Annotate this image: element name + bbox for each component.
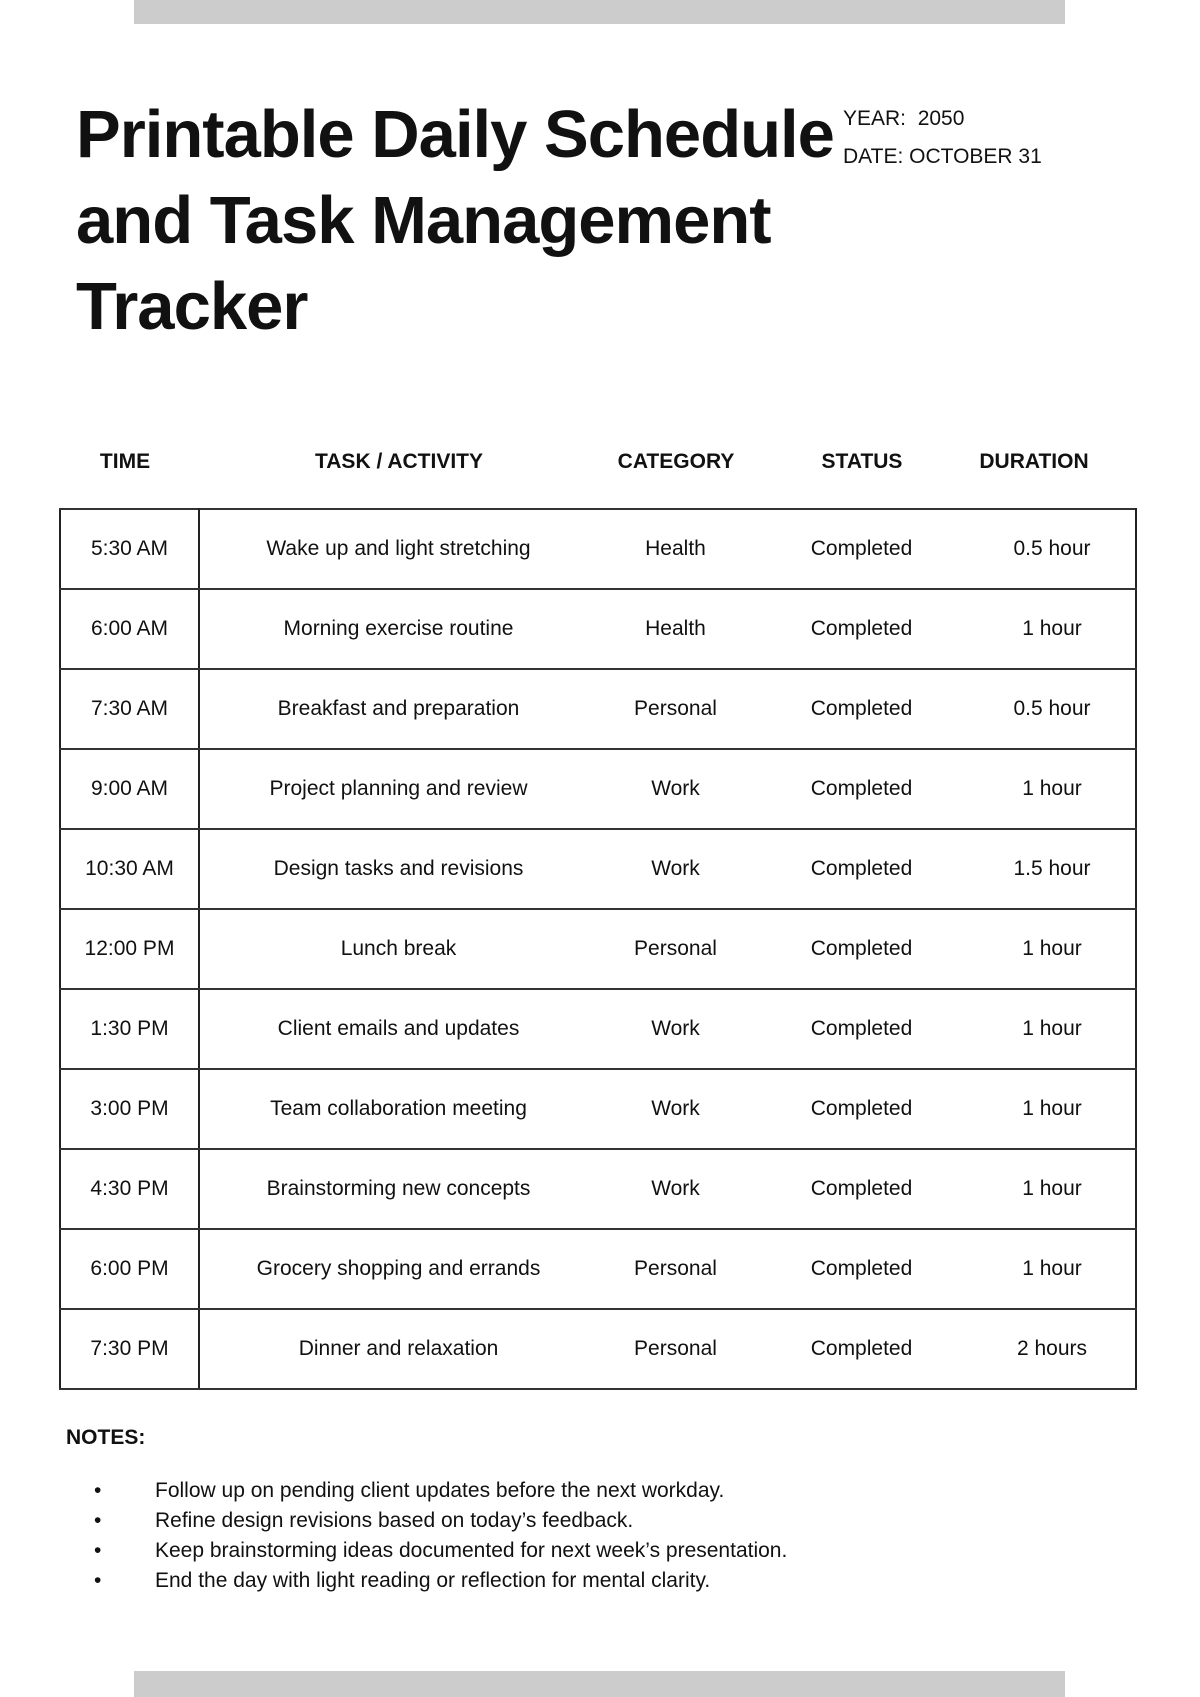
cell-category: Personal (597, 909, 754, 989)
cell-category: Personal (597, 1229, 754, 1309)
cell-time: 10:30 AM (60, 829, 199, 909)
top-decorative-bar (134, 0, 1065, 24)
cell-task: Grocery shopping and errands (199, 1229, 597, 1309)
cell-duration: 1 hour (969, 909, 1136, 989)
schedule-table (59, 508, 1137, 1390)
cell-category: Work (597, 1149, 754, 1229)
cell-duration: 1 hour (969, 749, 1136, 829)
table-row (60, 589, 1136, 669)
table-row (60, 989, 1136, 1069)
page-title: Printable Daily Schedule and Task Management Tracker (76, 97, 834, 344)
header-category: CATEGORY (617, 450, 735, 473)
cell-duration: 0.5 hour (969, 669, 1136, 749)
cell-time: 6:00 PM (60, 1229, 199, 1309)
cell-task: Project planning and review (199, 749, 597, 829)
cell-time: 7:30 PM (60, 1309, 199, 1389)
cell-status: Completed (754, 1069, 969, 1149)
cell-status: Completed (754, 509, 969, 589)
note-item: • End the day with light reading or reflection for mental clarity. (94, 1566, 787, 1596)
cell-duration: 1 hour (969, 1229, 1136, 1309)
cell-status: Completed (754, 829, 969, 909)
cell-status: Completed (754, 989, 969, 1069)
note-item: • Keep brainstorming ideas documented for next week’s presentation. (94, 1536, 787, 1566)
year-label: YEAR: 2050 (843, 107, 965, 130)
table-row (60, 829, 1136, 909)
cell-status: Completed (754, 1309, 969, 1389)
cell-task: Brainstorming new concepts (199, 1149, 597, 1229)
cell-duration: 1 hour (969, 1069, 1136, 1149)
cell-task: Breakfast and preparation (199, 669, 597, 749)
cell-task: Wake up and light stretching (199, 509, 597, 589)
meta-info (843, 100, 1042, 176)
table-row (60, 909, 1136, 989)
cell-duration: 2 hours (969, 1309, 1136, 1389)
cell-time: 4:30 PM (60, 1149, 199, 1229)
cell-category: Work (597, 749, 754, 829)
cell-time: 7:30 AM (60, 669, 199, 749)
table-row (60, 509, 1136, 589)
header-status: STATUS (821, 450, 903, 473)
cell-task: Dinner and relaxation (199, 1309, 597, 1389)
cell-time: 1:30 PM (60, 989, 199, 1069)
cell-time: 12:00 PM (60, 909, 199, 989)
header-duration: DURATION (979, 450, 1089, 473)
cell-task: Team collaboration meeting (199, 1069, 597, 1149)
note-item: • Follow up on pending client updates before the next workday. (94, 1476, 787, 1506)
table-row (60, 1069, 1136, 1149)
cell-category: Work (597, 829, 754, 909)
cell-time: 3:00 PM (60, 1069, 199, 1149)
cell-category: Health (597, 589, 754, 669)
table-row (60, 749, 1136, 829)
cell-status: Completed (754, 909, 969, 989)
cell-status: Completed (754, 589, 969, 669)
cell-category: Personal (597, 1309, 754, 1389)
cell-category: Health (597, 509, 754, 589)
table-row (60, 669, 1136, 749)
cell-duration: 1 hour (969, 589, 1136, 669)
cell-category: Work (597, 989, 754, 1069)
cell-duration: 1 hour (969, 1149, 1136, 1229)
cell-status: Completed (754, 749, 969, 829)
bottom-decorative-bar (134, 1671, 1065, 1697)
date-label: DATE: OCTOBER 31 (843, 145, 1042, 168)
cell-duration: 1.5 hour (969, 829, 1136, 909)
cell-time: 9:00 AM (60, 749, 199, 829)
table-header (59, 450, 1137, 480)
table-row (60, 1309, 1136, 1389)
notes-title: NOTES: (66, 1426, 146, 1449)
cell-status: Completed (754, 1229, 969, 1309)
cell-duration: 1 hour (969, 989, 1136, 1069)
header-time: TIME (99, 450, 151, 473)
cell-category: Personal (597, 669, 754, 749)
cell-time: 5:30 AM (60, 509, 199, 589)
cell-time: 6:00 AM (60, 589, 199, 669)
cell-task: Design tasks and revisions (199, 829, 597, 909)
notes-list (94, 1476, 787, 1596)
cell-task: Morning exercise routine (199, 589, 597, 669)
cell-duration: 0.5 hour (969, 509, 1136, 589)
cell-task: Lunch break (199, 909, 597, 989)
table-row (60, 1229, 1136, 1309)
cell-task: Client emails and updates (199, 989, 597, 1069)
cell-status: Completed (754, 669, 969, 749)
cell-category: Work (597, 1069, 754, 1149)
header-task: TASK / ACTIVITY (315, 450, 483, 473)
table-row (60, 1149, 1136, 1229)
note-item: • Refine design revisions based on today’s feedback. (94, 1506, 787, 1536)
cell-status: Completed (754, 1149, 969, 1229)
